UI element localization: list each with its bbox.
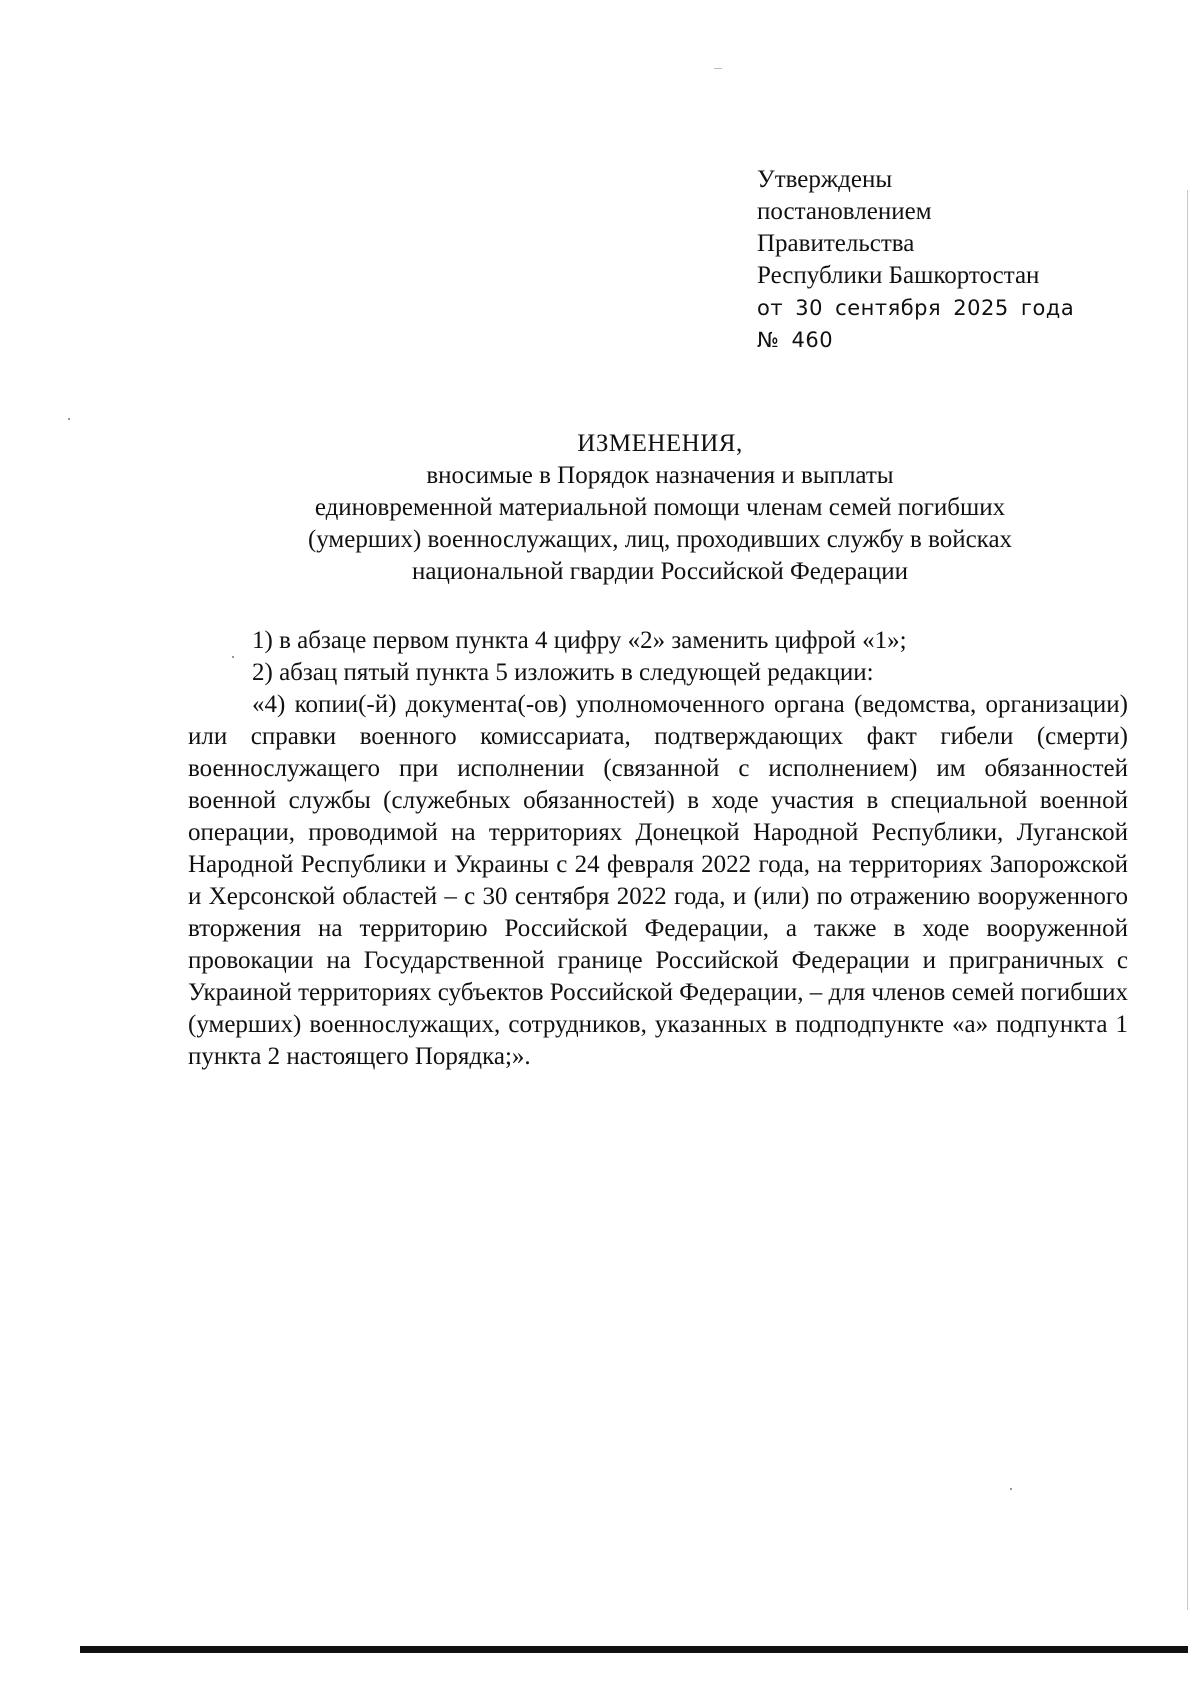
scan-edge-line [1187,190,1188,1610]
heading-line: единовременной материальной помощи членам семей погибших [314,494,1006,521]
approval-line: Республики Башкортостан [757,262,1040,289]
heading-line: (умерших) военнослужащих, лиц, проходивших службу в войсках [307,526,1013,553]
heading-line: национальной гвардии Российской Федерации [411,558,909,585]
scan-speck [714,68,722,69]
amendment-quote-paragraph: «4) копии(-й) документа(-ов) уполномоченного органа (ведомства, организации) или справки военного комиссариата, подтверждающих факт гибели (смерти) военнослужащего при исполнении (связанной с исполнением) им обязанностей военной службы (служебных обязанностей) в ходе участия в специальной военной операции, проводимой на территориях Донецкой Народной Республики, Луганской Народной Республики и Украины с 24 февраля 2022 года, на территориях Запорожской и Херсонской областей – с 30 сентября 2022 года, и (или) по отражению вооруженного вторжения на территорию Российской Федерации, а также в ходе вооруженной провокации на Государственной границе Российской Федерации и приграничных с Украиной территориях субъектов Российской Федерации, – для членов семей погибших (умерших) военнослужащих, сотрудников, указанных в подподпункте «а» подпункта 1 пункта 2 настоящего Порядка;». [188,691,1128,1070]
approval-number: № 460 [757,328,834,352]
approval-line: постановлением [757,198,932,225]
approval-date: от 30 сентября 2025 года [757,296,1075,320]
scan-speck [68,418,70,420]
document-title: ИЗМЕНЕНИЯ, [577,430,743,457]
amendments-list [188,625,1128,1073]
amendment-item-2: 2) абзац пятый пункта 5 изложить в следующей редакции: [252,659,874,686]
heading-line: вносимые в Порядок назначения и выплаты [426,462,894,489]
amendment-item-1: 1) в абзаце первом пункта 4 цифру «2» заменить цифрой «1»; [252,627,907,654]
approval-line: Утверждены [757,166,893,193]
scan-speck [1010,1488,1012,1490]
scan-bottom-border [80,1646,1188,1653]
document-heading [180,428,1140,588]
approval-line: Правительства [757,230,915,257]
approval-block [757,164,1157,356]
